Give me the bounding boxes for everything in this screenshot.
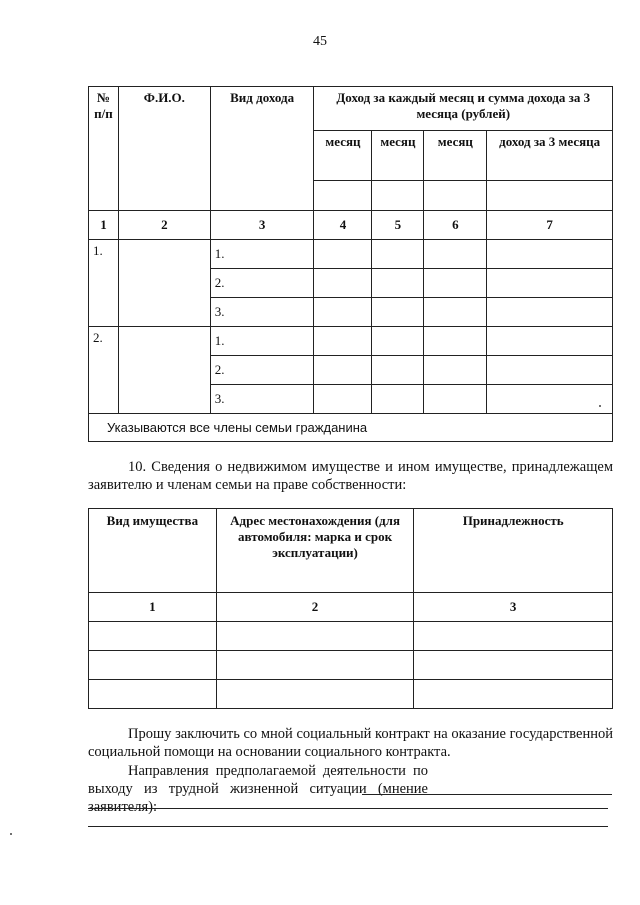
income-cell[interactable] xyxy=(424,269,487,298)
column-number: 5 xyxy=(372,211,424,240)
header-num: № п/п xyxy=(89,87,119,211)
income-cell[interactable] xyxy=(372,240,424,269)
income-cell[interactable] xyxy=(372,327,424,356)
income-cell[interactable] xyxy=(424,356,487,385)
property-cell[interactable] xyxy=(414,622,613,651)
table-row xyxy=(89,680,613,709)
section-10-text: 10. Сведения о недвижимом имуществе и ином имуществе, принадлежащем заявителю и членам семьи на праве собственности: xyxy=(88,459,613,493)
income-cell[interactable] xyxy=(372,385,424,414)
income-cell[interactable] xyxy=(372,356,424,385)
property-table xyxy=(88,508,613,709)
income-cell[interactable] xyxy=(314,356,372,385)
table-row xyxy=(89,240,613,269)
header-fio: Ф.И.О. xyxy=(118,87,210,211)
column-number: 6 xyxy=(424,211,487,240)
income-cell[interactable] xyxy=(487,356,613,385)
income-cell[interactable] xyxy=(372,269,424,298)
income-cell[interactable] xyxy=(424,298,487,327)
income-cell[interactable] xyxy=(487,240,613,269)
header-month-1: месяц xyxy=(314,131,372,181)
column-number: 3 xyxy=(414,593,613,622)
fio-cell[interactable] xyxy=(118,240,210,327)
income-cell[interactable] xyxy=(424,385,487,414)
header-property-owner: Принадлежность xyxy=(414,509,613,593)
header-income-group: Доход за каждый месяц и сумма дохода за 3 месяца (рублей) xyxy=(314,87,613,131)
header-blank-cell[interactable] xyxy=(424,181,487,211)
income-row-number: 1. xyxy=(210,240,314,269)
income-cell[interactable] xyxy=(487,269,613,298)
income-table xyxy=(88,86,613,442)
header-blank-cell[interactable] xyxy=(487,181,613,211)
request-text: Прошу заключить со мной социальный контракт на оказание государственной социальной помощи на основании социального контракта. xyxy=(88,726,613,760)
income-cell[interactable] xyxy=(314,385,372,414)
directions-text: Направления предполагаемой деятельности по выходу из трудной жизненной ситуации (мнение заявителя): xyxy=(88,763,428,815)
answer-line[interactable] xyxy=(88,808,608,809)
property-cell[interactable] xyxy=(89,680,217,709)
table-row xyxy=(89,651,613,680)
fio-cell[interactable] xyxy=(118,327,210,414)
scan-speck xyxy=(599,405,601,407)
income-cell[interactable] xyxy=(372,298,424,327)
header-income-type: Вид дохода xyxy=(210,87,314,211)
person-number: 2. xyxy=(89,327,119,414)
income-row-number: 3. xyxy=(210,385,314,414)
header-property-type: Вид имущества xyxy=(89,509,217,593)
answer-line[interactable] xyxy=(362,794,612,795)
header-month-2: месяц xyxy=(372,131,424,181)
column-number: 4 xyxy=(314,211,372,240)
header-blank-cell[interactable] xyxy=(314,181,372,211)
column-number: 7 xyxy=(487,211,613,240)
header-total: доход за 3 месяца xyxy=(487,131,613,181)
property-cell[interactable] xyxy=(89,651,217,680)
income-cell[interactable] xyxy=(487,327,613,356)
answer-line[interactable] xyxy=(88,826,608,827)
property-cell[interactable] xyxy=(216,651,414,680)
property-cell[interactable] xyxy=(216,680,414,709)
income-cell[interactable] xyxy=(314,269,372,298)
header-property-address: Адрес местонахождения (для автомобиля: марка и срок эксплуатации) xyxy=(216,509,414,593)
property-cell[interactable] xyxy=(414,651,613,680)
income-cell[interactable] xyxy=(314,298,372,327)
income-cell[interactable] xyxy=(487,298,613,327)
income-cell[interactable] xyxy=(424,240,487,269)
income-row-number: 2. xyxy=(210,356,314,385)
income-cell[interactable] xyxy=(314,327,372,356)
column-number: 3 xyxy=(210,211,314,240)
column-number: 1 xyxy=(89,593,217,622)
income-row-number: 2. xyxy=(210,269,314,298)
income-cell[interactable] xyxy=(487,385,613,414)
income-table-note: Указываются все члены семьи гражданина xyxy=(89,414,613,442)
scan-speck xyxy=(10,833,12,835)
property-cell[interactable] xyxy=(414,680,613,709)
income-row-number: 3. xyxy=(210,298,314,327)
income-row-number: 1. xyxy=(210,327,314,356)
person-number: 1. xyxy=(89,240,119,327)
column-number: 2 xyxy=(216,593,414,622)
header-blank-cell[interactable] xyxy=(372,181,424,211)
header-month-3: месяц xyxy=(424,131,487,181)
table-row xyxy=(89,622,613,651)
column-number: 2 xyxy=(118,211,210,240)
income-cell[interactable] xyxy=(314,240,372,269)
column-number: 1 xyxy=(89,211,119,240)
income-cell[interactable] xyxy=(424,327,487,356)
table-row xyxy=(89,327,613,356)
property-cell[interactable] xyxy=(89,622,217,651)
page-number: 45 xyxy=(313,34,327,49)
property-cell[interactable] xyxy=(216,622,414,651)
